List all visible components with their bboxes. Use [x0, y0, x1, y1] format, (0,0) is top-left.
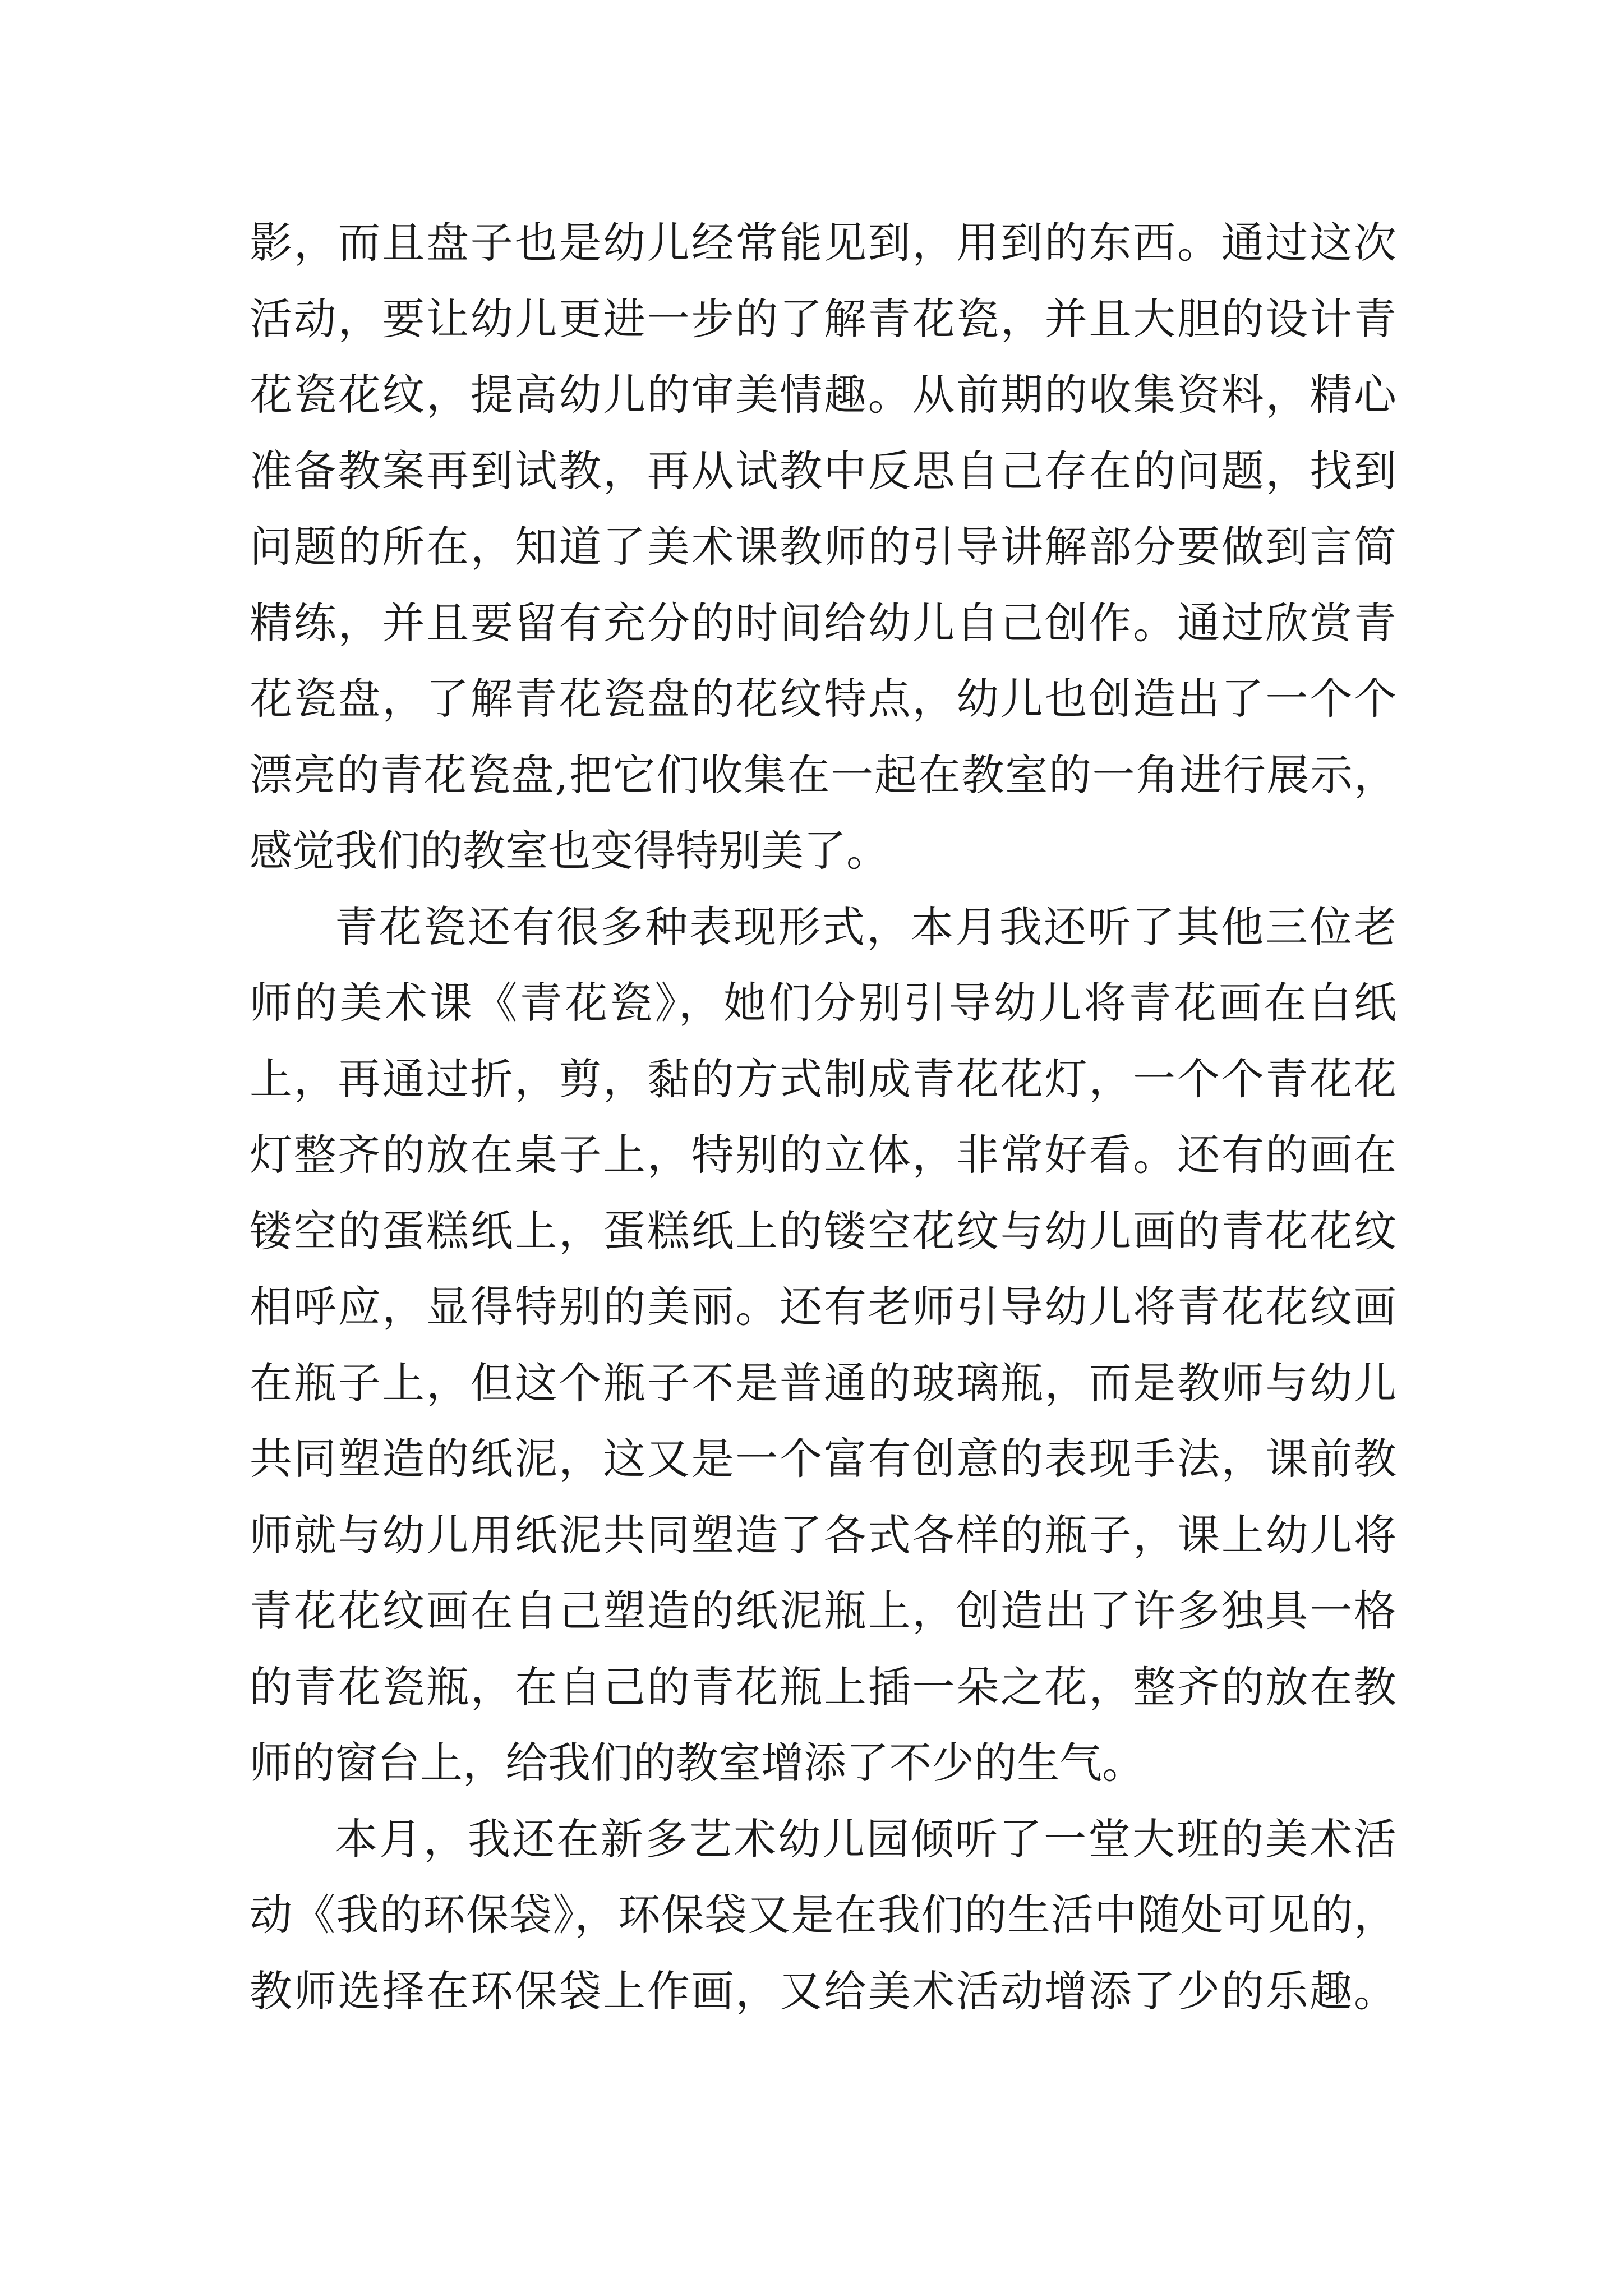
- text-line: 相呼应，显得特别的美丽。还有老师引导幼儿将青花花纹画: [250, 1282, 1396, 1332]
- text-line: 在瓶子上，但这个瓶子不是普通的玻璃瓶，而是教师与幼儿: [250, 1358, 1396, 1408]
- text-line: 花瓷花纹，提高幼儿的审美情趣。从前期的收集资料，精心: [250, 370, 1396, 420]
- text-line: 动《我的环保袋》，环保袋又是在我们的生活中随处可见的，: [250, 1890, 1396, 1940]
- text-line: 问题的所在，知道了美术课教师的引导讲解部分要做到言简: [250, 522, 1396, 572]
- text-line: 感觉我们的教室也变得特别美了。: [250, 826, 889, 876]
- text-line: 上，再通过折，剪，黏的方式制成青花花灯，一个个青花花: [250, 1053, 1396, 1104]
- text-line: 准备教案再到试教，再从试教中反思自己存在的问题，找到: [250, 445, 1396, 496]
- text-line: 青花花纹画在自己塑造的纸泥瓶上，创造出了许多独具一格: [250, 1586, 1396, 1636]
- paragraph-2: [250, 889, 1396, 1801]
- paragraph-3: [250, 1801, 1396, 2030]
- text-line: 的青花瓷瓶，在自己的青花瓶上插一朵之花，整齐的放在教: [250, 1662, 1396, 1712]
- text-line: 师的窗台上，给我们的教室增添了不少的生气。: [250, 1738, 1145, 1788]
- text-line: 师就与幼儿用纸泥共同塑造了各式各样的瓶子，课上幼儿将: [250, 1510, 1396, 1560]
- text-line: 灯整齐的放在桌子上，特别的立体，非常好看。还有的画在: [250, 1130, 1396, 1180]
- text-line: 师的美术课《青花瓷》，她们分别引导幼儿将青花画在白纸: [250, 978, 1396, 1028]
- text-line: 花瓷盘，了解青花瓷盘的花纹特点，幼儿也创造出了一个个: [250, 674, 1396, 724]
- text-line: 教师选择在环保袋上作画，又给美术活动增添了少的乐趣。: [250, 1966, 1396, 2016]
- text-line: 精练，并且要留有充分的时间给幼儿自己创作。通过欣赏青: [250, 597, 1396, 648]
- paragraph-1: [250, 205, 1396, 889]
- text-line: 青花瓷还有很多种表现形式，本月我还听了其他三位老: [335, 901, 1396, 952]
- text-line: 漂亮的青花瓷盘,把它们收集在一起在教室的一角进行展示，: [250, 749, 1396, 800]
- body-text: [250, 205, 1396, 2029]
- text-line: 本月，我还在新多艺术幼儿园倾听了一堂大班的美术活: [335, 1814, 1396, 1864]
- text-line: 镂空的蛋糕纸上，蛋糕纸上的镂空花纹与幼儿画的青花花纹: [250, 1205, 1396, 1256]
- text-line: 共同塑造的纸泥，这又是一个富有创意的表现手法，课前教: [250, 1434, 1396, 1484]
- text-line: 活动，要让幼儿更进一步的了解青花瓷，并且大胆的设计青: [250, 293, 1396, 344]
- text-line: 影，而且盘子也是幼儿经常能见到，用到的东西。通过这次: [250, 218, 1396, 268]
